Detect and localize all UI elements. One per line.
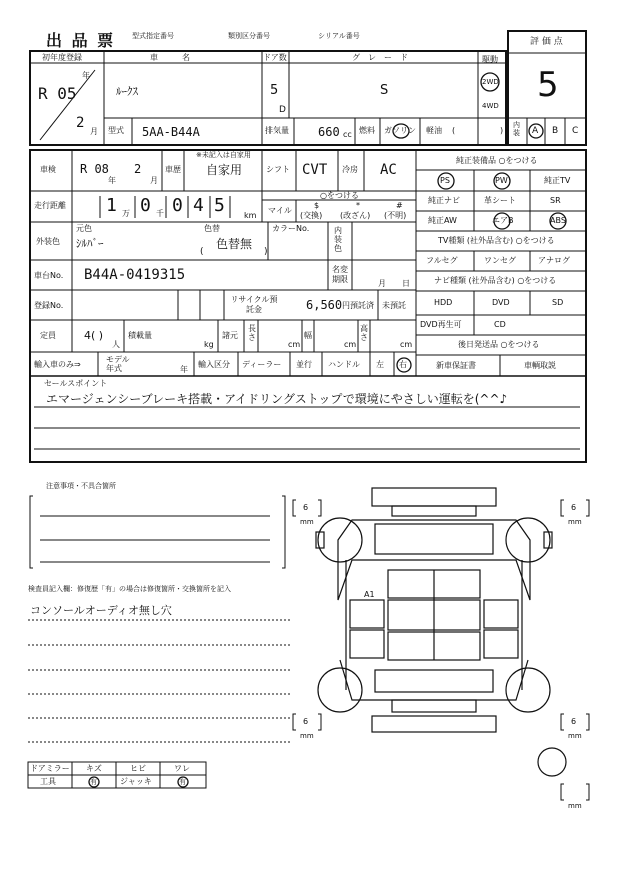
damage-a1: A1 (364, 590, 375, 599)
mark-exchange-sub: (交換) (300, 211, 323, 220)
import-kind-label: 輸入区分 (198, 360, 230, 369)
first-reg-year: R 05 (38, 84, 77, 103)
cooling-label: 冷房 (342, 165, 358, 174)
capacity-label: 定員 (40, 331, 56, 340)
car-diagram (316, 488, 566, 776)
repaint-label: 色替 (204, 224, 220, 233)
length-label: 長さ (248, 324, 256, 342)
tire-rr-unit: mm (568, 732, 582, 740)
color-label: 外装色 (36, 237, 60, 246)
parallel-label: 並行 (296, 360, 312, 369)
displacement-value: 660 (318, 125, 340, 139)
capacity-value: 4( ) (84, 329, 104, 342)
tv-fullseg: フルセグ (426, 256, 458, 265)
form-title: 出 品 票 (46, 31, 116, 50)
equip-airbag: エアB (492, 216, 514, 225)
type-number-label: 型式指定番号 (132, 32, 174, 40)
recycle-label: リサイクル預託金 (230, 295, 278, 314)
door-label: ドア数 (263, 53, 287, 62)
legend-hibi: ヒビ (130, 764, 146, 773)
legend-jack: ジャッキ (120, 777, 152, 786)
legend-tools-mark: 有 (90, 778, 97, 786)
odometer-digit-100: 0 (172, 195, 183, 216)
inspector-label: 検査員記入欄：修復歴「有」の場合は修復箇所・交換箇所を記入 (28, 585, 231, 593)
repaint-value: 色替無 (216, 237, 253, 251)
mark-unknown-sub: (不明) (384, 211, 407, 220)
navi-sd: SD (552, 298, 564, 307)
interior-b: B (552, 126, 559, 136)
interior-color-label: 内装色 (334, 226, 342, 253)
post-warranty: 新車保証書 (436, 361, 476, 370)
tv-oneseg: ワンセグ (484, 256, 516, 265)
name-change-month: 月 (378, 279, 386, 288)
tire-rl-unit: mm (300, 732, 314, 740)
drive-4wd: 4WD (482, 102, 499, 110)
spec-label: 諸元 (222, 331, 238, 340)
drive-label: 駆動 (482, 55, 498, 64)
history-value: 自家用 (206, 163, 243, 177)
tire-fl-unit: mm (300, 518, 314, 526)
history-label: 車歴 (165, 165, 181, 174)
odometer-man-unit: 万 (122, 209, 130, 218)
mark-tamper-sub: (改ざん) (340, 211, 371, 220)
notes-label: 注意事項・不具合箇所 (46, 482, 116, 490)
handle-left: 左 (376, 360, 384, 369)
mark-unknown: # (396, 201, 403, 210)
shift-label: シフト (266, 165, 290, 174)
equip-sr: SR (550, 196, 561, 205)
navi-type-title: ナビ種類 (社外品含む) ○をつける (434, 276, 557, 285)
equip-navi: 純正ナビ (428, 196, 460, 205)
equip-abs: ABS (550, 216, 566, 225)
odometer-sen-unit: 千 (156, 209, 164, 218)
navi-dvd: DVD (492, 298, 510, 307)
odometer-digit-10: 4 (193, 195, 204, 216)
interior-c: C (572, 126, 579, 136)
handle-right: 右 (399, 360, 407, 369)
model-year-unit: 年 (180, 365, 188, 374)
first-reg-month-unit: 月 (90, 127, 98, 136)
navi-cd: CD (494, 320, 506, 329)
post-items-title: 後日発送品 ○をつける (458, 340, 540, 349)
model-label: 型式 (108, 126, 124, 135)
mile-label: マイル (268, 206, 292, 215)
vin-label: 車台No. (34, 271, 64, 280)
load-unit: kg (204, 340, 214, 349)
odometer-label: 走行距離 (34, 201, 66, 210)
orig-color-label: 元色 (76, 224, 92, 233)
class-number-label: 類別区分番号 (228, 32, 270, 40)
first-reg-month: 2 (76, 115, 85, 131)
recycle-unit: 円預託済 (342, 301, 374, 310)
history-note: ※未記入は自家用 (196, 151, 251, 159)
width-unit: cm (344, 340, 357, 349)
height-unit: cm (400, 340, 413, 349)
tire-front-right: 6 (571, 503, 577, 512)
tire-rear-right: 6 (571, 717, 577, 726)
tire-front-left: 6 (303, 503, 309, 512)
shift-value: CVT (302, 162, 328, 178)
load-label: 積載量 (128, 331, 152, 340)
height-label: 高さ (360, 324, 368, 342)
score-value: 5 (537, 65, 559, 105)
equipment-title: 純正装備品 ○をつける (456, 156, 538, 165)
odometer-digit-1: 5 (214, 195, 225, 216)
legend-kizu: キズ (86, 764, 102, 773)
name-change-label: 名変期限 (332, 265, 348, 284)
shaken-label: 車検 (40, 165, 56, 174)
legend-tools: 工具 (40, 777, 56, 786)
shaken-month: 2 (134, 162, 142, 176)
width-label: 幅 (304, 331, 312, 340)
interior-a: A (532, 126, 539, 136)
tire-fr-unit: mm (568, 518, 582, 526)
tire-rear-left: 6 (303, 717, 309, 726)
navi-hdd: HDD (434, 298, 453, 307)
repaint-paren-open: ( (200, 247, 204, 257)
post-manual: 車輌取説 (524, 361, 556, 370)
oil-label: 軽油 (426, 126, 442, 135)
sales-point-label: セールスポイント (44, 379, 108, 388)
serial-number-label: シリアル番号 (318, 32, 360, 40)
inspector-text: コンソールオーディオ無し穴 (30, 604, 172, 617)
navi-dvd-play: DVD再生可 (420, 320, 462, 329)
fuel-value: ガソリン (384, 126, 416, 135)
orig-color-value: ｼﾙﾊﾞｰ (76, 237, 104, 250)
name-change-day: 日 (402, 279, 410, 288)
odometer-km-unit: km (244, 211, 257, 220)
shaken-year: R 08 (80, 162, 109, 176)
equip-pw: PW (495, 176, 508, 185)
tire-spare-unit: mm (568, 802, 582, 810)
length-unit: cm (288, 340, 301, 349)
cooling-value: AC (380, 162, 397, 178)
first-reg-year-unit: 年 (82, 71, 90, 80)
mark-tamper: * (356, 201, 360, 210)
score-label: 評 価 点 (530, 37, 563, 47)
equip-ps: PS (440, 176, 450, 185)
drive-2wd: 2WD (482, 78, 499, 86)
sales-point-text: エマージェンシーブレーキ搭載・アイドリングストップで環境にやさしい運転を(^^♪ (46, 392, 508, 406)
shaken-month-unit: 月 (150, 176, 158, 185)
odometer-digit-1k: 0 (140, 195, 151, 216)
model-year-label: モデル年式 (106, 355, 130, 373)
equip-leather: 革シート (484, 196, 516, 205)
model-value: 5AA-B44A (142, 125, 200, 139)
interior-label: 内装 (513, 121, 520, 137)
tv-type-title: TV種類 (社外品含む) ○をつける (438, 236, 555, 245)
mark-note: ○をつける (320, 191, 359, 200)
displacement-label: 排気量 (265, 126, 289, 135)
vin-value: B44A-0419315 (84, 267, 186, 283)
legend-door-mirror: ドアミラー (30, 764, 70, 773)
grade-value: S (380, 83, 389, 98)
door-value: 5 (270, 83, 279, 98)
mark-exchange: $ (314, 201, 320, 210)
repaint-paren-close: ) (264, 247, 268, 257)
first-reg-label: 初年度登録 (42, 53, 82, 62)
legend-jack-mark: 有 (179, 778, 186, 786)
car-name-value: ﾙｰｸｽ (116, 85, 138, 98)
equip-aw: 純正AW (428, 216, 457, 225)
dealer-label: ディーラー (242, 360, 282, 369)
legend-ware: ワレ (174, 764, 190, 773)
door-d: D (279, 105, 286, 115)
capacity-unit: 人 (112, 340, 120, 349)
car-name-label: 車 名 (150, 53, 190, 62)
fuel-label: 燃料 (359, 126, 375, 135)
odometer-digit-10k: 1 (106, 195, 117, 216)
shaken-year-unit: 年 (108, 176, 116, 185)
reg-no-label: 登録No. (34, 301, 64, 310)
handle-label: ハンドル (328, 360, 360, 369)
recycle-value: 6,560 (306, 298, 343, 312)
grade-label: グ レ ー ド (352, 53, 408, 62)
tv-analog: アナログ (538, 256, 570, 265)
recycle-none: 未預託 (382, 301, 406, 310)
displacement-unit: cc (343, 130, 352, 139)
import-only-label: 輸入車のみ⇒ (34, 360, 81, 369)
equip-tv: 純正TV (544, 176, 571, 185)
color-no-label: カラーNo. (272, 224, 310, 233)
